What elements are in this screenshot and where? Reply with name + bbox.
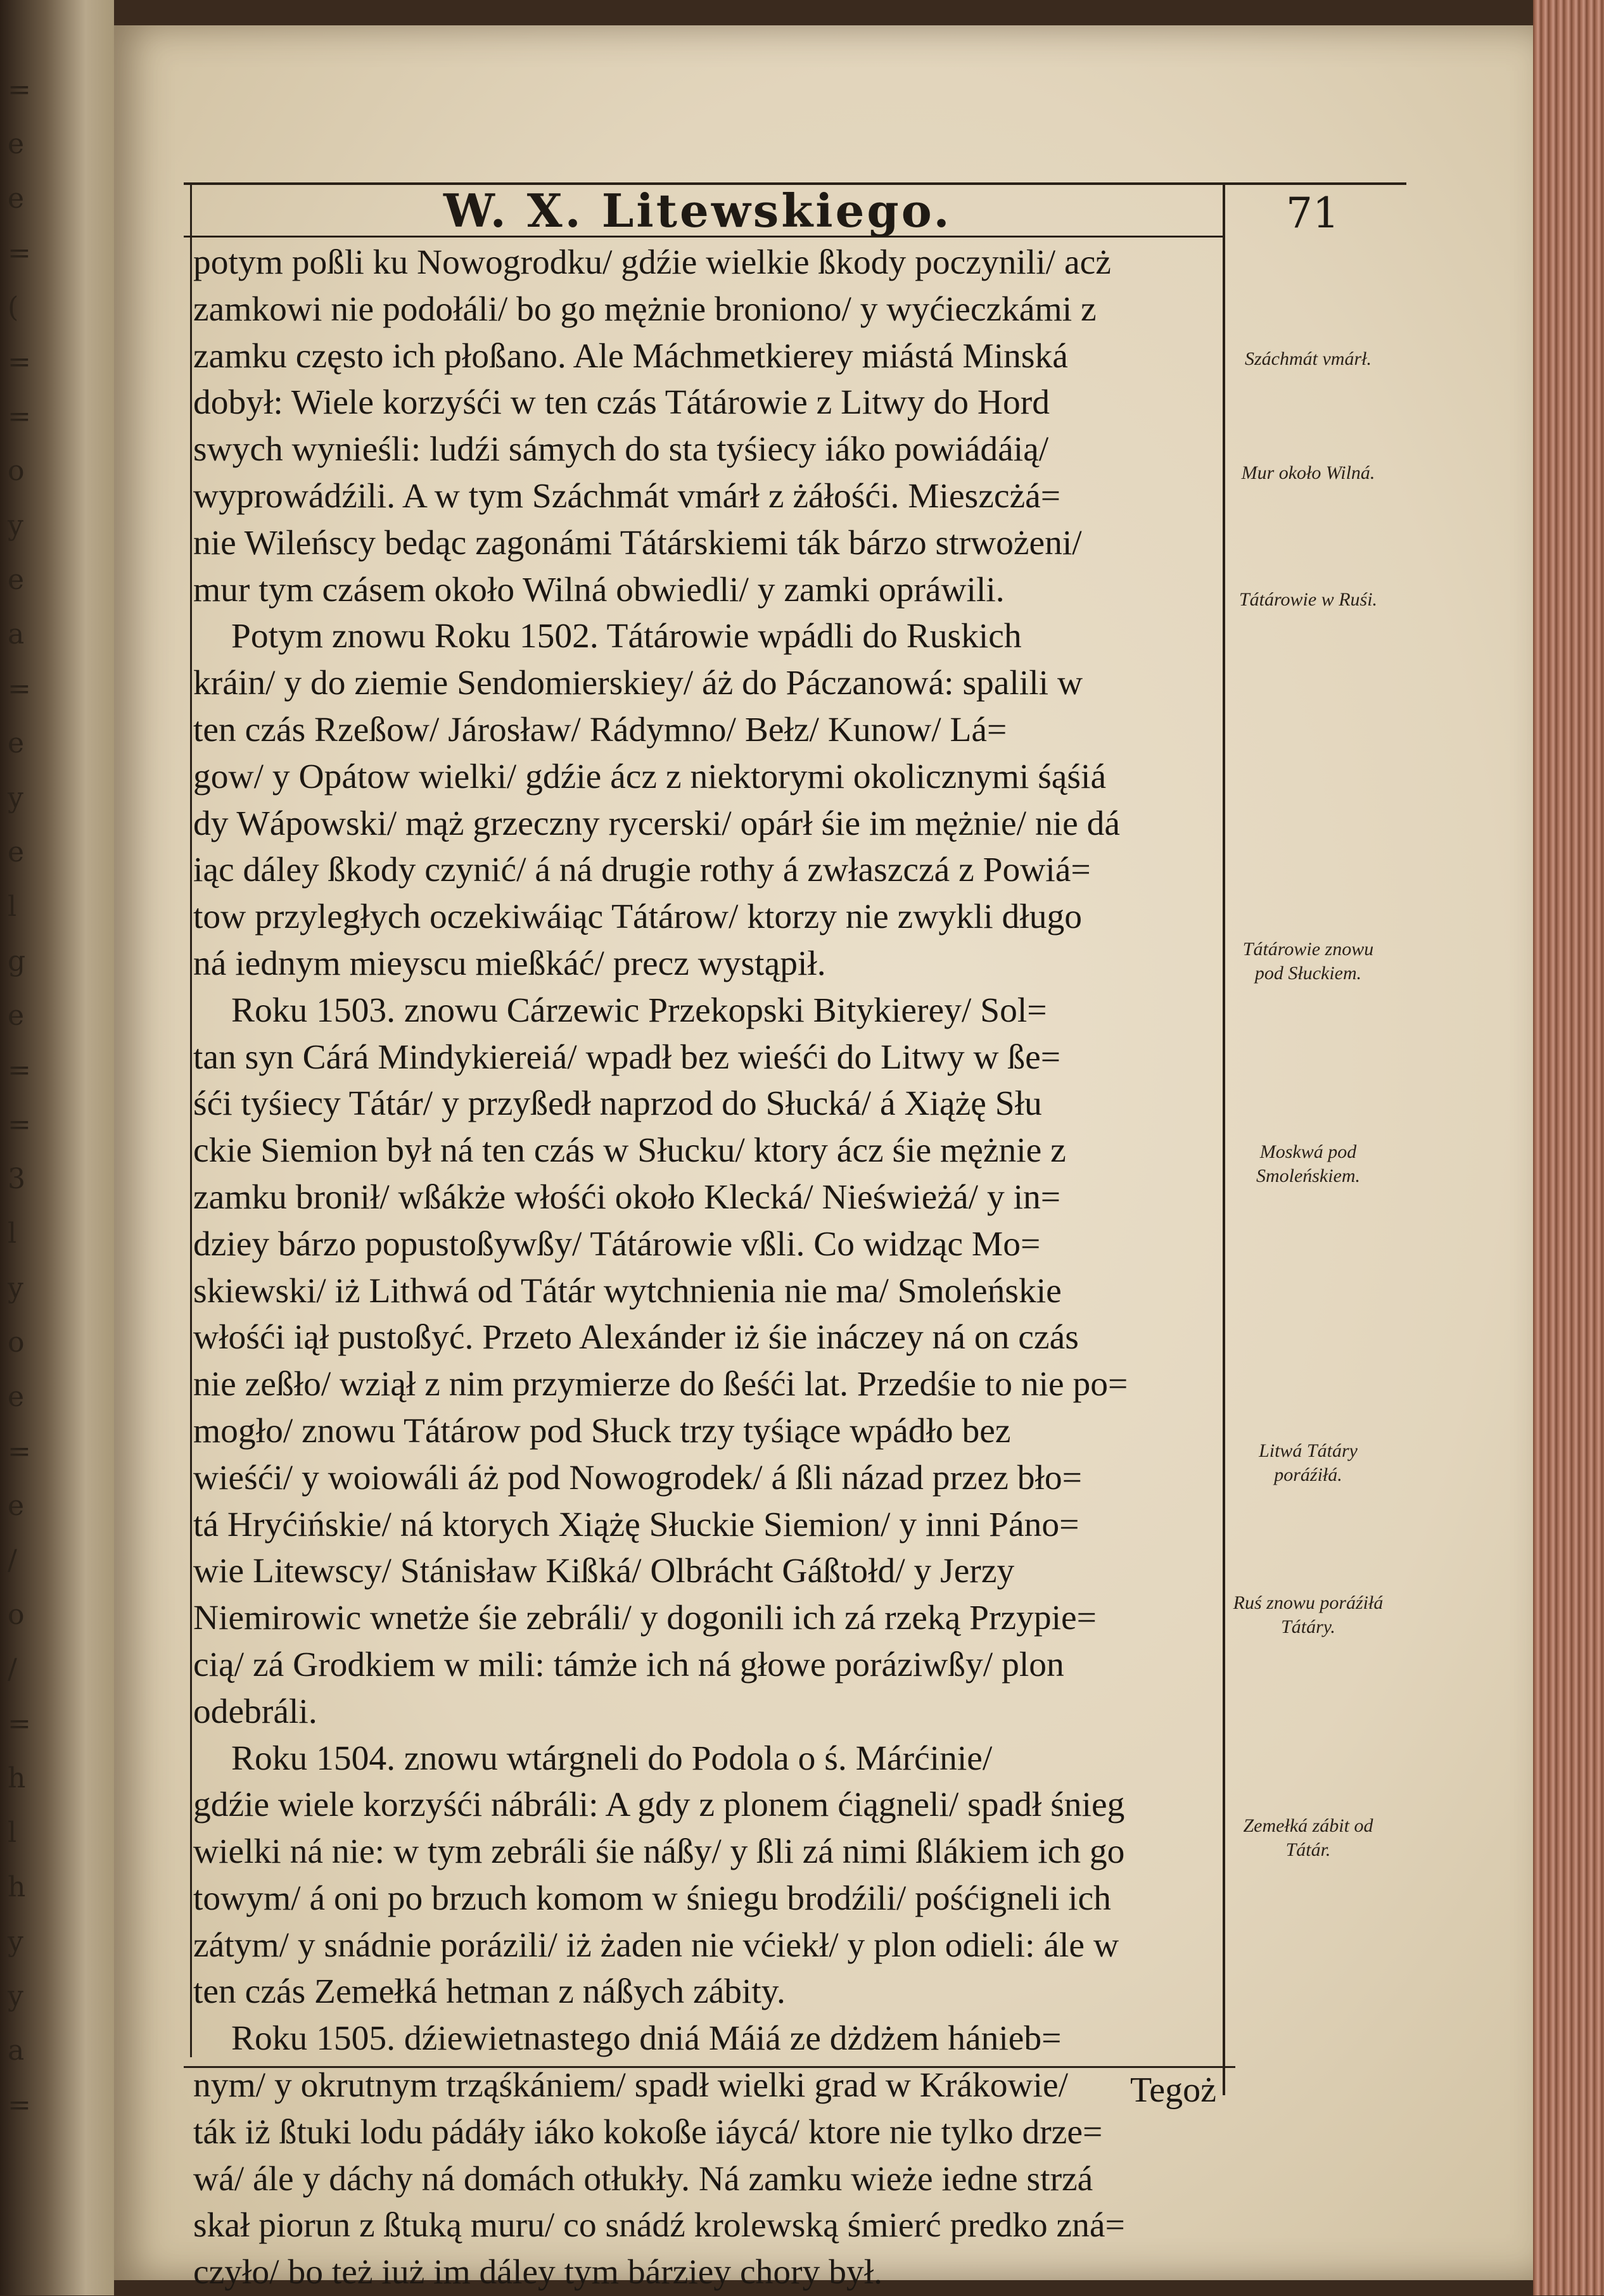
prev-page-fragment: 3	[8, 1163, 25, 1195]
text-line: ták iż ßtuki lodu pádáły iáko kokoße iáycá/ ktore nie tylko drze=	[193, 2112, 1103, 2152]
prev-page-fragment: y	[8, 782, 23, 814]
prev-page-fragment: e	[8, 999, 25, 1032]
margin-note: Tátárowie w Ruśi.	[1238, 589, 1378, 610]
text-line: wie Litewscy/ Stánisław Kißká/ Olbrácht Gáßtołd/ y Jerzy	[193, 1552, 1015, 1591]
prev-page-fragment: y	[8, 509, 23, 542]
body-text	[193, 239, 1219, 2296]
text-line: odebráli.	[193, 1692, 317, 1731]
margin-note: Mur około Wilná.	[1241, 462, 1375, 483]
prev-page-fragment: e	[8, 1381, 25, 1413]
margin-note: Moskwá pod Smoleńskiem.	[1256, 1141, 1361, 1186]
text-line: potym poßli ku Nowogrodku/ gdźie wielkie ßkody poczynili/ acż	[193, 243, 1111, 282]
page-block-edges	[1533, 0, 1604, 2295]
text-line: tan syn Cárá Mindykiereiá/ wpadł bez wieśći do Litwy w ße=	[193, 1037, 1061, 1077]
text-line: zamku bronił/ wßákże włośći około Klecká/ Nieświeżá/ y in=	[193, 1177, 1061, 1217]
page-number: 71	[1286, 189, 1339, 238]
prev-page-fragment: =	[8, 1435, 31, 1468]
prev-page-fragment: h	[8, 1871, 26, 1903]
text-line: Roku 1504. znowu wtárgneli do Podola o ś. Márćinie/	[231, 1739, 993, 1778]
text-line: nym/ y okrutnym trząśkániem/ spadł wielki grad w Krákowie/	[193, 2066, 1069, 2105]
text-line: zamku często ich płoßano. Ale Máchmetkierey miástá Minská	[193, 336, 1068, 376]
text-line: ckie Siemion był ná ten czás w Słucku/ ktory ácz śie mężnie z	[193, 1131, 1066, 1170]
prev-page-fragment: l	[8, 1817, 17, 1849]
prev-page-fragment: =	[8, 2089, 31, 2121]
prev-page-fragment: e	[8, 1490, 25, 1522]
previous-page-edge	[0, 76, 76, 2229]
prev-page-fragment: o	[8, 1326, 25, 1359]
prev-page-fragment: =	[8, 1108, 31, 1141]
text-line: swych wynieśli: ludźi sámych do sta tyśiecy iáko powiádáią/	[193, 430, 1049, 469]
text-line: skiewski/ iż Lithwá od Tátár wytchnienia nie ma/ Smoleńskie	[193, 1271, 1062, 1310]
text-line: wielki ná nie: w tym zebráli śie náßy/ y ßli zá nimi ßlákiem ich go	[193, 1832, 1125, 1872]
text-line: wieśći/ y woiowáli áż pod Nowogrodek/ á ßli názad przez bło=	[193, 1458, 1082, 1497]
running-head: W. X. Litewskiego.	[443, 184, 952, 238]
prev-page-fragment: =	[8, 237, 31, 269]
text-line: kráin/ y do ziemie Sendomierskiey/ áż do Páczanowá: spalili w	[193, 664, 1083, 703]
prev-page-fragment: =	[8, 76, 31, 106]
text-line: mogło/ znowu Tátárow pod Słuck trzy tyśiące wpádło bez	[193, 1411, 1011, 1450]
prev-page-fragment: l	[8, 1217, 17, 1250]
prev-page-fragment: /	[8, 1544, 17, 1576]
margin-note: Zemełká zábit od Tátár.	[1243, 1815, 1373, 1860]
text-line: wyprowádźili. A w tym Száchmát vmárł z żáłośći. Mieszcżá=	[193, 476, 1061, 516]
text-line: Roku 1505. dźiewietnastego dniá Máiá ze dżdżem hánieb=	[231, 2019, 1062, 2058]
text-line: iąc dáley ßkody czynić/ á ná drugie rothy á zwłaszczá z Powiá=	[193, 851, 1091, 890]
text-line: ten czás Rzeßow/ Járosław/ Rádymno/ Bełz/ Kunow/ Lá=	[193, 710, 1007, 749]
text-line: skał piorun z ßtuką muru/ co snádź krolewską śmierć predko zná=	[193, 2206, 1125, 2245]
prev-page-fragment: /	[8, 1653, 17, 1685]
prev-page-fragment: e	[8, 564, 25, 596]
prev-page-fragment: h	[8, 1762, 26, 1794]
prev-page-fragment: =	[8, 346, 31, 378]
prev-page-fragment: =	[8, 1054, 31, 1086]
text-line: mur tym czásem około Wilná obwiedli/ y zamki opráwili.	[193, 570, 1005, 609]
text-line: dy Wápowski/ mąż grzeczny rycerski/ opárł śie im mężnie/ nie dá	[193, 804, 1121, 843]
text-line: nie zeßło/ wziął z nim przymierze do ßeśći lat. Przedśie to nie po=	[193, 1365, 1128, 1404]
text-line: ná iednym mieyscu mießkáć/ precz wystąpił.	[193, 944, 826, 983]
text-line: gdźie wiele korzyśći nábráli: A gdy z plonem ćiągneli/ spadł śnieg	[193, 1785, 1125, 1825]
prev-page-fragment: o	[8, 455, 25, 487]
prev-page-fragment: e	[8, 128, 25, 160]
text-line: wá/ ále y dáchy ná domách otłukły. Ná zamku wieże iedne strzá	[193, 2159, 1093, 2198]
text-line: towym/ á oni po brzuch komom w śniegu brodźili/ pośćigneli ich	[193, 1879, 1111, 1918]
margin-note: Ruś znowu poráźiłá Tátáry.	[1233, 1592, 1384, 1637]
prev-page-fragment: =	[8, 673, 31, 705]
text-line: tá Hryćińskie/ ná ktorych Xiążę Słuckie Siemion/ y inni Páno=	[193, 1505, 1079, 1544]
prev-page-fragment: e	[8, 727, 25, 759]
prev-page-fragment: e	[8, 182, 25, 215]
text-line: włośći iął pustoßyć. Przeto Alexánder iż śie ináczey ná on czás	[193, 1318, 1079, 1357]
text-line: ten czás Zemełká hetman z náßych zábity.	[193, 1972, 786, 2012]
prev-page-fragment: a	[8, 618, 25, 650]
prev-page-fragment: y	[8, 1272, 23, 1304]
margin-note: Litwá Tátáry poráźiłá.	[1259, 1440, 1358, 1485]
prev-page-fragment: e	[8, 836, 25, 868]
text-line: gow/ y Opátow wielki/ gdźie ácz z niektorymi okolicznymi śąśiá	[193, 757, 1107, 796]
prev-page-fragment: y	[8, 1980, 23, 2012]
prev-page-fragment: o	[8, 1599, 25, 1631]
prev-page-fragment: =	[8, 1708, 31, 1740]
text-line: zamkowi nie podołáli/ bo go mężnie broniono/ y wyćieczkámi z	[193, 289, 1097, 329]
text-line: cią/ zá Grodkiem w mili: támże ich ná głowe poráziwßy/ plon	[193, 1645, 1064, 1684]
text-line: Potym znowu Roku 1502. Tátárowie wpádli do Ruskich	[231, 617, 1022, 656]
left-frame-rule	[190, 182, 192, 2057]
prev-page-fragment: l	[8, 891, 17, 923]
prev-page-fragment: =	[8, 400, 31, 433]
text-line: zátym/ y snádnie porázili/ iż żaden nie vćiekł/ y plon odieli: ále w	[193, 1925, 1119, 1965]
prev-page-fragment: a	[8, 2034, 25, 2067]
margin-note: Száchmát vmárł.	[1245, 348, 1372, 369]
text-line: tow przyległych oczekiwáiąc Tátárow/ ktorzy nie zwykli długo	[193, 897, 1082, 937]
text-line: dobył: Wiele korzyśći w ten czás Tátárowie z Litwy do Hord	[193, 383, 1050, 422]
prev-page-fragment: y	[8, 1925, 23, 1958]
text-line: dziey bárzo popustoßywßy/ Tátárowie vßli. Co widząc Mo=	[193, 1224, 1041, 1264]
catchword: Tegoż	[1130, 2071, 1216, 2110]
text-line: nie Wileńscy bedąc zagonámi Tátárskiemi ták bárzo strwożeni/	[193, 523, 1082, 562]
text-line: Roku 1503. znowu Cárzewic Przekopski Bitykierey/ Sol=	[231, 991, 1047, 1030]
prev-page-fragment: g	[8, 945, 26, 977]
text-line: Niemirowic wnetże śie zebráli/ y dogonili ich zá rzeką Przypie=	[193, 1599, 1097, 1638]
prev-page-fragment: (	[8, 291, 19, 324]
margin-note: Tátárowie znowu pod Słuckiem.	[1242, 939, 1374, 984]
margin-column-rule	[1223, 182, 1225, 2095]
text-line: czyło/ bo też iuż im dáley tym bárziey chory był.	[193, 2253, 883, 2292]
text-line: śći tyśiecy Tátár/ y przyßedł naprzod do Słucká/ á Xiążę Słu	[193, 1084, 1042, 1124]
